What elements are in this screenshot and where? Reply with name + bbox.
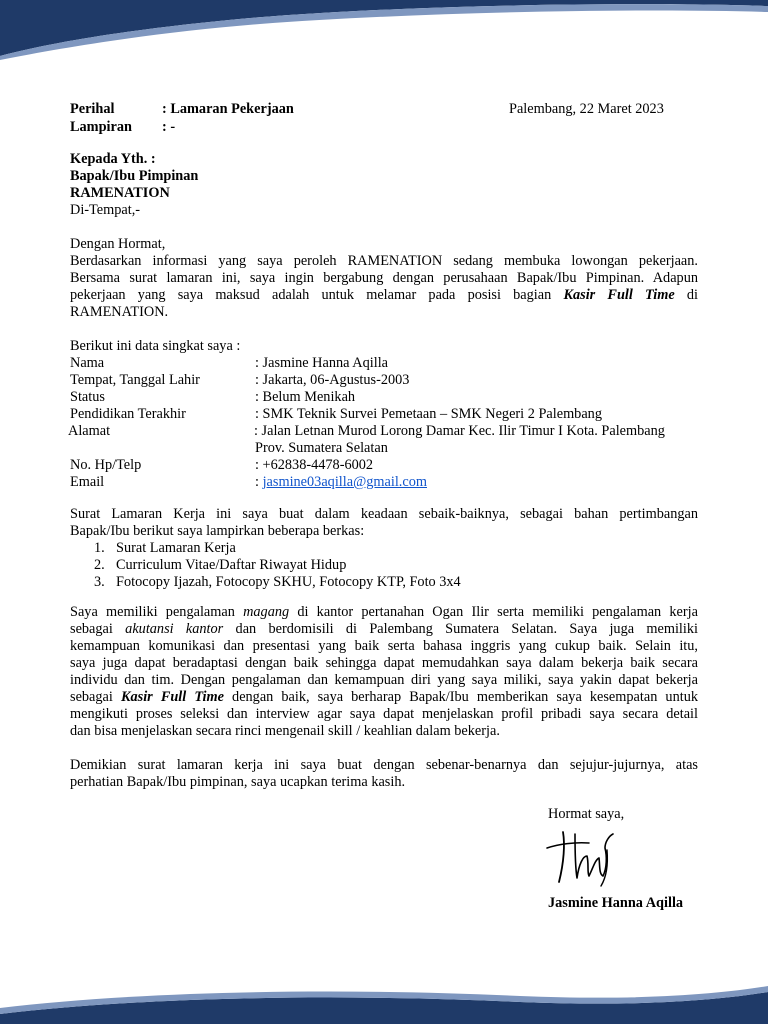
top-wave-decoration [0, 0, 768, 60]
intro-paragraph [70, 253, 698, 321]
signature-name: Jasmine Hanna Aqilla [548, 895, 684, 911]
attach-list-item [94, 574, 461, 591]
lampiran-label: Lampiran [70, 119, 132, 135]
education-value: : SMK Teknik Survei Pemetaan – SMK Negeri 2 Palembang [255, 406, 602, 422]
experience-line-4: saya juga dapat beradaptasi dengan baik sehingga dapat memudahkan saya dalam bekerja baik secara [70, 655, 698, 671]
row-email [70, 474, 710, 491]
intro-line-1: Berdasarkan informasi yang saya peroleh RAMENATION sedang membuka lowongan pekerjaan. [70, 253, 698, 269]
intro-line-3 [70, 287, 698, 304]
email-colon: : [255, 474, 259, 490]
email-link[interactable]: jasmine03aqilla@gmail.com [262, 474, 427, 490]
lampiran-value: : - [162, 119, 176, 135]
text-span: Saya memiliki pengalaman [70, 604, 244, 620]
text-span: dan berdomisili di Palembang Sumatera Selatan. Saya juga memiliki [223, 621, 698, 637]
text-span: di kantor pertanahan Ogan Ilir serta memiliki pengalaman kerja [289, 604, 698, 620]
data-intro: Berikut ini data singkat saya : [70, 338, 241, 354]
birth-value: : Jakarta, 06-Agustus-2003 [255, 372, 410, 388]
signature-salutation: Hormat saya, [548, 806, 625, 822]
address-label: Alamat [68, 423, 111, 439]
row-name [70, 355, 710, 372]
birth-label: Tempat, Tanggal Lahir [70, 372, 200, 388]
attach-line-1: Surat Lamaran Kerja ini saya buat dalam keadaan sebaik-baiknya, sebagai bahan pertimbangan [70, 506, 698, 522]
closing-line-2: perhatian Bapak/Ibu pimpinan, saya ucapkan terima kasih. [70, 774, 406, 790]
closing-paragraph [70, 757, 698, 791]
list-text: Curriculum Vitae/Daftar Riwayat Hidup [116, 557, 347, 573]
handwritten-signature [545, 826, 625, 888]
row-birth [70, 372, 710, 389]
intro-line-4: RAMENATION. [70, 304, 169, 320]
intro-line-3-end: di [674, 287, 698, 303]
greeting: Dengan Hormat, [70, 236, 166, 252]
phone-value: : +62838-4478-6002 [255, 457, 374, 473]
attach-paragraph [70, 506, 698, 540]
perihal-label: Perihal [70, 101, 115, 117]
recipient-company: RAMENATION [70, 185, 170, 201]
recipient-line-2: Bapak/Ibu Pimpinan [70, 168, 199, 184]
email-value-wrap [255, 474, 427, 491]
name-value: : Jasmine Hanna Aqilla [255, 355, 389, 371]
address-value-2: Prov. Sumatera Selatan [255, 440, 388, 456]
attach-list-item [94, 557, 346, 574]
attach-list-item [94, 540, 236, 557]
row-education [70, 406, 710, 423]
experience-line-3: kemampuan komunikasi dan presentasi yang baik serta bahasa inggris yang cukup baik. Selain itu, [70, 638, 698, 654]
italic-span: magang [243, 604, 290, 620]
list-text: Surat Lamaran Kerja [116, 540, 236, 556]
intro-line-3-text: pekerjaan yang saya maksud adalah untuk melamar pada posisi bagian [70, 287, 564, 303]
row-phone [70, 457, 710, 474]
phone-label: No. Hp/Telp [70, 457, 142, 473]
closing-line-1: Demikian surat lamaran kerja ini saya buat dengan sebenar-benarnya dan sejujur-jujurnya, atas [70, 757, 698, 773]
position-name: Kasir Full Time [563, 287, 675, 303]
name-label: Nama [70, 355, 105, 371]
bottom-wave-decoration [0, 974, 768, 1024]
experience-line-8: dan bisa menjelaskan secara rinci mengenail skill / keahlian dalam bekerja. [70, 723, 500, 739]
attach-line-2: Bapak/Ibu berikut saya lampirkan beberapa berkas: [70, 523, 365, 539]
status-value: : Belum Menikah [255, 389, 356, 405]
status-label: Status [70, 389, 105, 405]
recipient-line-1: Kepada Yth. : [70, 151, 156, 167]
text-span: dengan baik, saya berharap Bapak/Ibu memberikan saya kesempatan untuk [223, 689, 698, 705]
row-status [70, 389, 710, 406]
place-date: Palembang, 22 Maret 2023 [509, 101, 664, 117]
text-span: sebagai [70, 621, 126, 637]
list-number: 1. [94, 540, 105, 556]
address-value-1: : Jalan Letnan Murod Lorong Damar Kec. Ilir Timur I Kota. Palembang [254, 423, 665, 439]
experience-line-6 [70, 689, 698, 706]
list-number: 2. [94, 557, 105, 573]
italic-span: akutansi kantor [125, 621, 224, 637]
perihal-value: : Lamaran Pekerjaan [162, 101, 294, 117]
experience-line-5: individu dan tim. Dengan pengalaman dan kemampuan diri yang saya miliki, saya yakin dapat bekerja [70, 672, 698, 688]
intro-line-2: Bersama surat lamaran ini, saya ingin bergabung dengan perusahaan Bapak/Ibu Pimpinan. Adapun [70, 270, 698, 286]
list-number: 3. [94, 574, 105, 590]
email-label: Email [70, 474, 105, 490]
experience-line-2 [70, 621, 698, 638]
experience-paragraph [70, 604, 698, 740]
text-span: sebagai [70, 689, 121, 705]
list-text: Fotocopy Ijazah, Fotocopy SKHU, Fotocopy KTP, Foto 3x4 [116, 574, 461, 590]
experience-line-1 [70, 604, 698, 621]
recipient-place: Di-Tempat,- [70, 202, 141, 218]
position-name: Kasir Full Time [120, 689, 224, 705]
row-address [68, 423, 708, 440]
experience-line-7: mengikuti proses seleksi dan interview agar saya dapat menjelaskan profil pribadi saya secara detail [70, 706, 698, 722]
education-label: Pendidikan Terakhir [70, 406, 186, 422]
